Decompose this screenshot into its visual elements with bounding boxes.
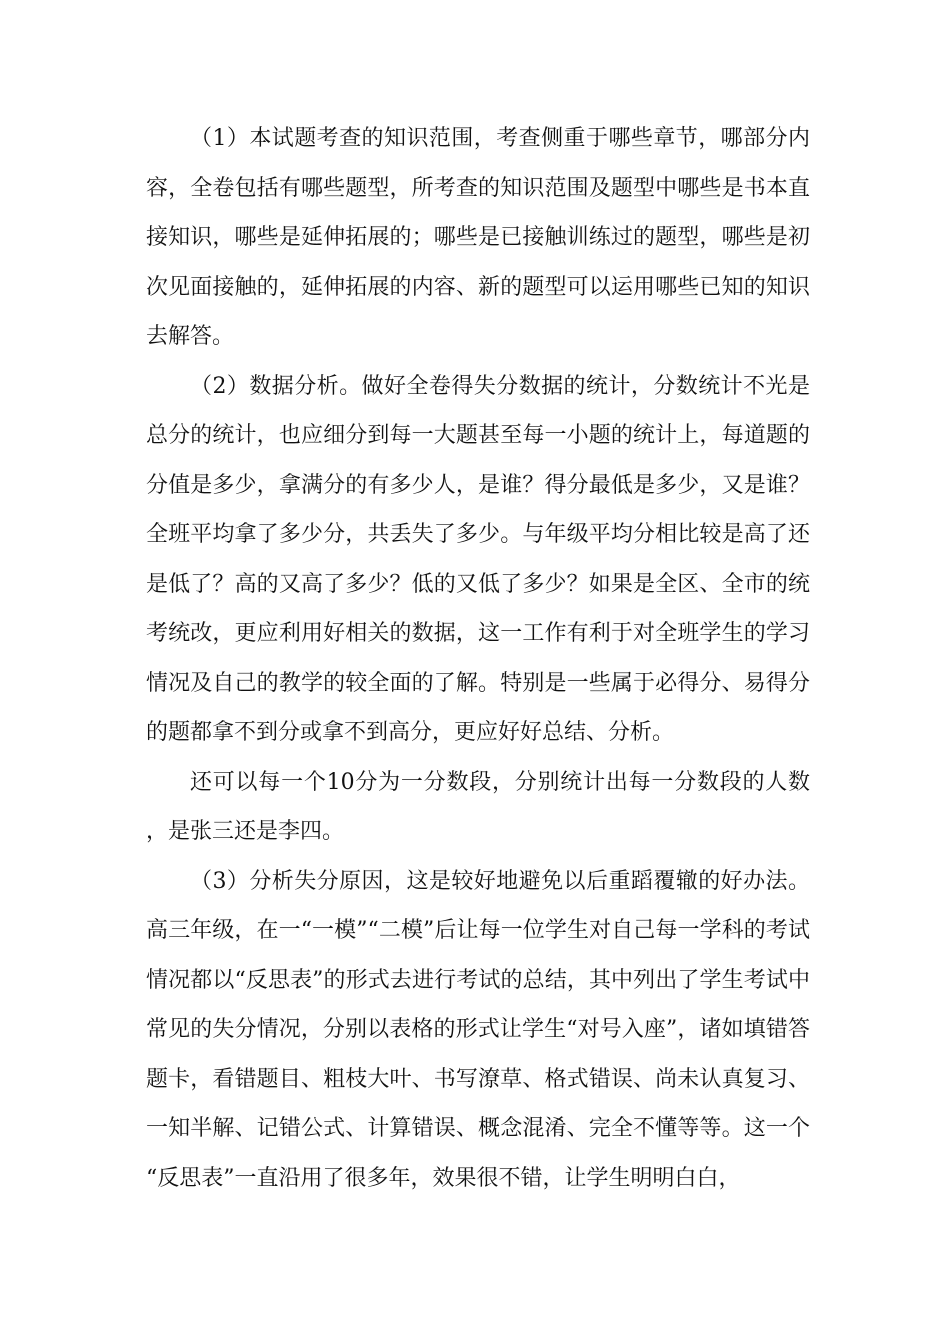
- paragraph-data-analysis: （2）数据分析。做好全卷得失分数据的统计，分数统计不光是总分的统计，也应细分到每一大题甚至每一小题的统计上，每道题的分值是多少，拿满分的有多少人，是谁？得分最低是多少，又是谁？全班平均拿了多少分，共丢失了多少。与年级平均分相比较是高了还是低了？高的又高了多少？低的又低了多少？如果是全区、全市的统考统改，更应利用好相关的数据，这一工作有利于对全班学生的学习情况及自己的教学的较全面的了解。特别是一些属于必得分、易得分的题都拿不到分或拿不到高分，更应好好总结、分析。: [146, 373, 810, 745]
- paragraph-knowledge-scope: （1）本试题考查的知识范围，考查侧重于哪些章节，哪部分内容，全卷包括有哪些题型，所考查的知识范围及题型中哪些是书本直接知识，哪些是延伸拓展的；哪些是已接触训练过的题型，哪些是初次见面接触的，延伸拓展的内容、新的题型可以运用哪些已知的知识去解答。: [146, 126, 810, 349]
- paragraph-score-bands: 还可以每一个10分为一分数段，分别统计出每一分数段的人数，是张三还是李四。: [146, 769, 810, 844]
- paragraph-error-analysis: （3）分析失分原因，这是较好地避免以后重蹈覆辙的好办法。高三年级，在一“一模”“二模”后让每一位学生对自己每一学科的考试情况都以“反思表”的形式去进行考试的总结，其中列出了学生考试中常见的失分情况，分别以表格的形式让学生“对号入座”，诸如填错答题卡，看错题目、粗枝大叶、书写潦草、格式错误、尚未认真复习、一知半解、记错公式、计算错误、概念混淆、完全不懂等等。这一个“反思表”一直沿用了很多年，效果很不错，让学生明明白白，: [146, 868, 810, 1191]
- document-body: [146, 114, 810, 1203]
